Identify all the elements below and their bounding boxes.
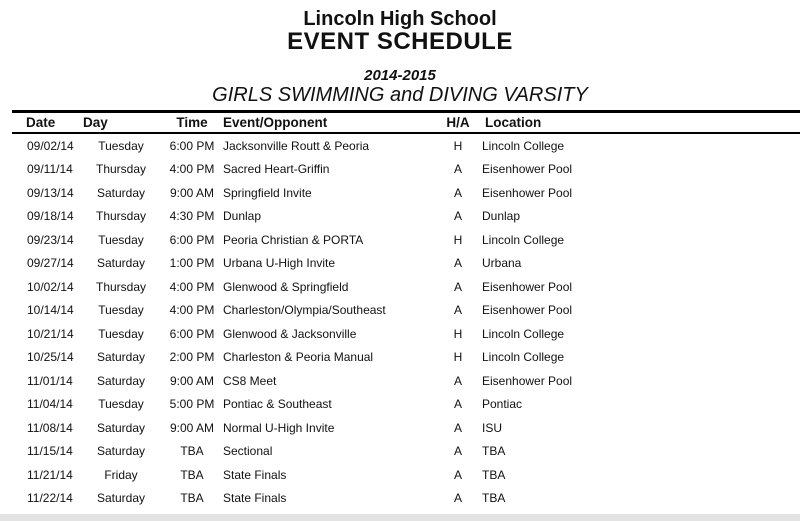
cell-time: 4:30 PM	[169, 209, 215, 224]
cell-day: Thursday	[95, 279, 147, 294]
cell-ha: A	[453, 491, 462, 506]
table-row	[12, 205, 800, 229]
cell-day: Tuesday	[98, 303, 144, 318]
cell-date: 10/25/14	[27, 350, 74, 365]
cell-location: TBA	[482, 467, 506, 482]
cell-location: Lincoln College	[482, 138, 565, 153]
cell-location: TBA	[482, 491, 506, 506]
cell-ha: A	[453, 420, 462, 435]
cell-date: 09/11/14	[27, 162, 73, 177]
table-row	[12, 440, 800, 464]
table-row	[12, 252, 800, 276]
season-label: 2014-2015	[364, 67, 436, 84]
cell-event: Urbana U-High Invite	[223, 256, 336, 271]
table-row	[12, 275, 800, 299]
cell-event: Glenwood & Springfield	[223, 279, 349, 294]
cell-event: Normal U-High Invite	[223, 420, 335, 435]
table-row	[12, 369, 800, 393]
cell-day: Tuesday	[98, 326, 144, 341]
cell-location: Lincoln College	[482, 326, 565, 341]
cell-date: 11/21/14	[27, 467, 73, 482]
cell-time: 2:00 PM	[169, 350, 215, 365]
cell-date: 09/02/14	[27, 138, 74, 153]
table-row	[12, 463, 800, 487]
table-row	[12, 228, 800, 252]
cell-day: Saturday	[96, 185, 146, 200]
cell-ha: H	[453, 138, 463, 153]
cell-day: Saturday	[96, 350, 146, 365]
school-name: Lincoln High School	[303, 8, 497, 30]
cell-day: Friday	[104, 467, 138, 482]
cell-event: Sectional	[223, 444, 273, 459]
column-header-time: Time	[176, 115, 208, 130]
cell-event: State Finals	[223, 467, 287, 482]
cell-time: 9:00 AM	[169, 420, 215, 435]
table-row	[12, 181, 800, 205]
cell-day: Tuesday	[98, 138, 144, 153]
column-header-location: Location	[485, 115, 542, 130]
cell-day: Tuesday	[98, 397, 144, 412]
cell-event: Pontiac & Southeast	[223, 397, 332, 412]
column-header-day: Day	[83, 115, 108, 130]
table-header-row	[12, 113, 800, 132]
table-row	[12, 393, 800, 417]
table-row	[12, 416, 800, 440]
cell-ha: H	[453, 350, 463, 365]
cell-time: 9:00 AM	[169, 185, 215, 200]
cell-event: CS8 Meet	[223, 373, 277, 388]
table-row	[12, 158, 800, 182]
cell-ha: H	[453, 326, 463, 341]
cell-date: 09/13/14	[27, 185, 74, 200]
cell-day: Thursday	[95, 162, 147, 177]
cell-ha: A	[453, 279, 462, 294]
cell-location: Eisenhower Pool	[482, 185, 573, 200]
page-title: EVENT SCHEDULE	[287, 28, 513, 55]
cell-date: 10/21/14	[27, 326, 74, 341]
cell-day: Saturday	[96, 444, 146, 459]
cell-event: Sacred Heart-Griffin	[223, 162, 330, 177]
cell-location: Eisenhower Pool	[482, 303, 573, 318]
cell-day: Thursday	[95, 209, 147, 224]
cell-ha: A	[453, 397, 462, 412]
cell-location: TBA	[482, 444, 506, 459]
cell-ha: H	[453, 232, 463, 247]
cell-time: 5:00 PM	[169, 397, 215, 412]
cell-ha: A	[453, 256, 462, 271]
table-row	[12, 322, 800, 346]
cell-day: Tuesday	[98, 232, 144, 247]
cell-location: Lincoln College	[482, 232, 565, 247]
table-row	[12, 134, 800, 158]
cell-time: 6:00 PM	[169, 326, 215, 341]
cell-location: Eisenhower Pool	[482, 279, 573, 294]
cell-date: 09/27/14	[27, 256, 74, 271]
cell-day: Saturday	[96, 491, 146, 506]
cell-time: 9:00 AM	[169, 373, 215, 388]
cell-date: 11/08/14	[27, 420, 73, 435]
cell-event: Charleston & Peoria Manual	[223, 350, 374, 365]
cell-time: 4:00 PM	[169, 162, 215, 177]
title-block	[0, 0, 800, 106]
table-rows	[0, 134, 800, 510]
cell-ha: A	[453, 467, 462, 482]
cell-event: Jacksonville Routt & Peoria	[223, 138, 370, 153]
cell-event: Peoria Christian & PORTA	[223, 232, 364, 247]
cell-date: 11/01/14	[27, 373, 73, 388]
cell-day: Saturday	[96, 373, 146, 388]
cell-date: 10/14/14	[27, 303, 74, 318]
cell-event: State Finals	[223, 491, 287, 506]
cell-ha: A	[453, 303, 462, 318]
cell-location: Lincoln College	[482, 350, 565, 365]
cell-event: Charleston/Olympia/Southeast	[223, 303, 386, 318]
cell-event: Glenwood & Jacksonville	[223, 326, 357, 341]
cell-time: TBA	[180, 444, 204, 459]
cell-ha: A	[453, 162, 462, 177]
cell-ha: A	[453, 373, 462, 388]
cell-time: 4:00 PM	[169, 279, 215, 294]
cell-date: 11/04/14	[27, 397, 73, 412]
cell-event: Dunlap	[223, 209, 262, 224]
column-header-ha: H/A	[446, 115, 470, 130]
cell-date: 09/18/14	[27, 209, 74, 224]
cell-date: 10/02/14	[27, 279, 74, 294]
cell-day: Saturday	[96, 256, 146, 271]
cell-date: 11/15/14	[27, 444, 73, 459]
cell-location: Urbana	[482, 256, 522, 271]
cell-day: Saturday	[96, 420, 146, 435]
cell-location: Eisenhower Pool	[482, 162, 573, 177]
cell-time: 6:00 PM	[169, 138, 215, 153]
cell-time: 1:00 PM	[169, 256, 215, 271]
table-row	[12, 487, 800, 511]
scan-edge-artifact	[0, 514, 800, 521]
cell-time: TBA	[180, 491, 204, 506]
cell-location: ISU	[482, 420, 503, 435]
column-header-event: Event/Opponent	[223, 115, 328, 130]
cell-ha: A	[453, 209, 462, 224]
table-row	[12, 299, 800, 323]
cell-time: TBA	[180, 467, 204, 482]
cell-date: 09/23/14	[27, 232, 74, 247]
cell-date: 11/22/14	[27, 491, 73, 506]
column-header-date: Date	[26, 115, 56, 130]
cell-ha: A	[453, 185, 462, 200]
cell-location: Pontiac	[482, 397, 523, 412]
cell-location: Dunlap	[482, 209, 521, 224]
cell-ha: A	[453, 444, 462, 459]
cell-location: Eisenhower Pool	[482, 373, 573, 388]
team-title: GIRLS SWIMMING and DIVING VARSITY	[212, 84, 588, 106]
cell-time: 6:00 PM	[169, 232, 215, 247]
table-row	[12, 346, 800, 370]
cell-time: 4:00 PM	[169, 303, 215, 318]
cell-event: Springfield Invite	[223, 185, 312, 200]
